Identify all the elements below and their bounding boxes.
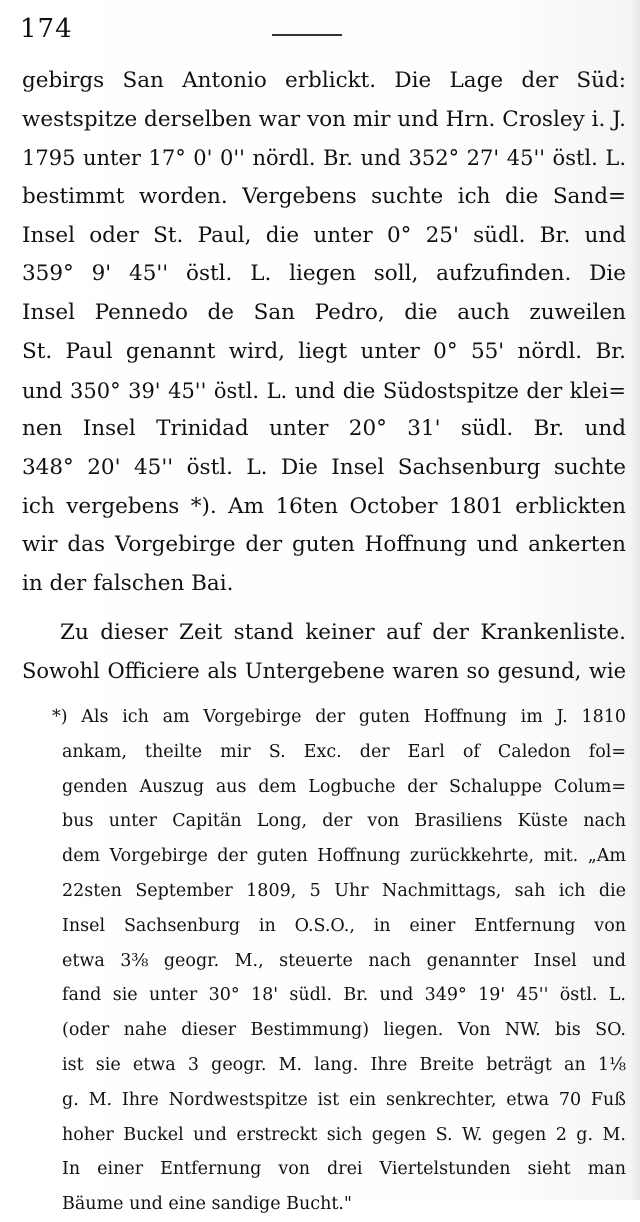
text-line: bestimmt worden. Vergebens suchte ich die Sand= bbox=[22, 184, 626, 210]
text-line: gebirgs San Antonio erblickt. Die Lage der Süd: bbox=[22, 68, 626, 93]
footnote-line: (oder nahe dieser Bestimmung) liegen. Von NW. bis SO. bbox=[62, 1020, 626, 1041]
paragraph-gap bbox=[22, 604, 626, 614]
footnote-line: 22sten September 1809, 5 Uhr Nachmittags, sah ich die bbox=[62, 880, 626, 901]
footnote-line: *) Als ich am Vorgebirge der guten Hoffnung im J. 1810 bbox=[52, 707, 626, 727]
footnote-line: bus unter Capitän Long, der von Brasiliens Küste nach bbox=[62, 811, 626, 832]
footnote-line: fand sie unter 30° 18' südl. Br. und 349° 19' 45'' östl. L. bbox=[62, 985, 626, 1006]
footnote-line: etwa 3⅜ geogr. M., steuerte nach genannter Insel und bbox=[62, 950, 626, 971]
main-text bbox=[22, 62, 626, 691]
text-line: wir das Vorgebirge der guten Hoffnung und ankerten bbox=[22, 532, 626, 558]
text-line: 359° 9' 45'' östl. L. liegen soll, aufzufinden. Die bbox=[22, 261, 626, 287]
page-edge-shadow bbox=[630, 0, 640, 1200]
text-line: Insel Pennedo de San Pedro, die auch zuweilen bbox=[22, 300, 626, 326]
page-number: 174 bbox=[20, 14, 73, 44]
text-line: 348° 20' 45'' östl. L. Die Insel Sachsenburg suchte bbox=[22, 454, 626, 480]
footnote-line: genden Auszug aus dem Logbuche der Schaluppe Colum= bbox=[62, 776, 626, 797]
text-line: ich vergebens *). Am 16ten October 1801 erblickten bbox=[22, 493, 626, 519]
text-line: nen Insel Trinidad unter 20° 31' südl. Br. und bbox=[22, 416, 626, 442]
footnote-line: In einer Entfernung von drei Viertelstunden sieht man bbox=[62, 1159, 626, 1180]
text-line: 1795 unter 17° 0' 0'' nördl. Br. und 352° 27' 45'' östl. L. bbox=[22, 146, 626, 171]
footnote-line: Insel Sachsenburg in O.S.O., in einer Entfernung von bbox=[62, 915, 626, 936]
text-line: Sowohl Officiere als Untergebene waren so gesund, wie bbox=[22, 659, 626, 684]
footnote-line: Bäume und eine sandige Bucht." bbox=[62, 1194, 352, 1215]
text-line: St. Paul genannt wird, liegt unter 0° 55' nördl. Br. bbox=[22, 338, 626, 364]
footnote-line: hoher Buckel und erstreckt sich gegen S. W. gegen 2 g. M. bbox=[62, 1124, 626, 1145]
text-line: Insel oder St. Paul, die unter 0° 25' südl. Br. und bbox=[22, 222, 626, 248]
text-line: in der falschen Bai. bbox=[22, 570, 234, 596]
text-line: und 350° 39' 45'' östl. L. und die Südostspitze der klei= bbox=[22, 378, 626, 403]
footnote bbox=[22, 700, 626, 1222]
footnote-line: g. M. Ihre Nordwestspitze ist ein senkrechter, etwa 70 Fuß bbox=[62, 1089, 626, 1110]
header-rule bbox=[272, 34, 342, 36]
footnote-line: ist sie etwa 3 geogr. M. lang. Ihre Breite beträgt an 1⅛ bbox=[62, 1054, 626, 1075]
text-line: Zu dieser Zeit stand keiner auf der Krankenliste. bbox=[60, 619, 626, 645]
text-line: westspitze derselben war von mir und Hrn. Crosley i. J. bbox=[22, 106, 626, 132]
footnote-line: ankam, theilte mir S. Exc. der Earl of Caledon fol= bbox=[62, 741, 626, 762]
page-header bbox=[0, 0, 640, 60]
footnote-line: dem Vorgebirge der guten Hoffnung zurückkehrte, mit. „Am bbox=[62, 846, 626, 867]
